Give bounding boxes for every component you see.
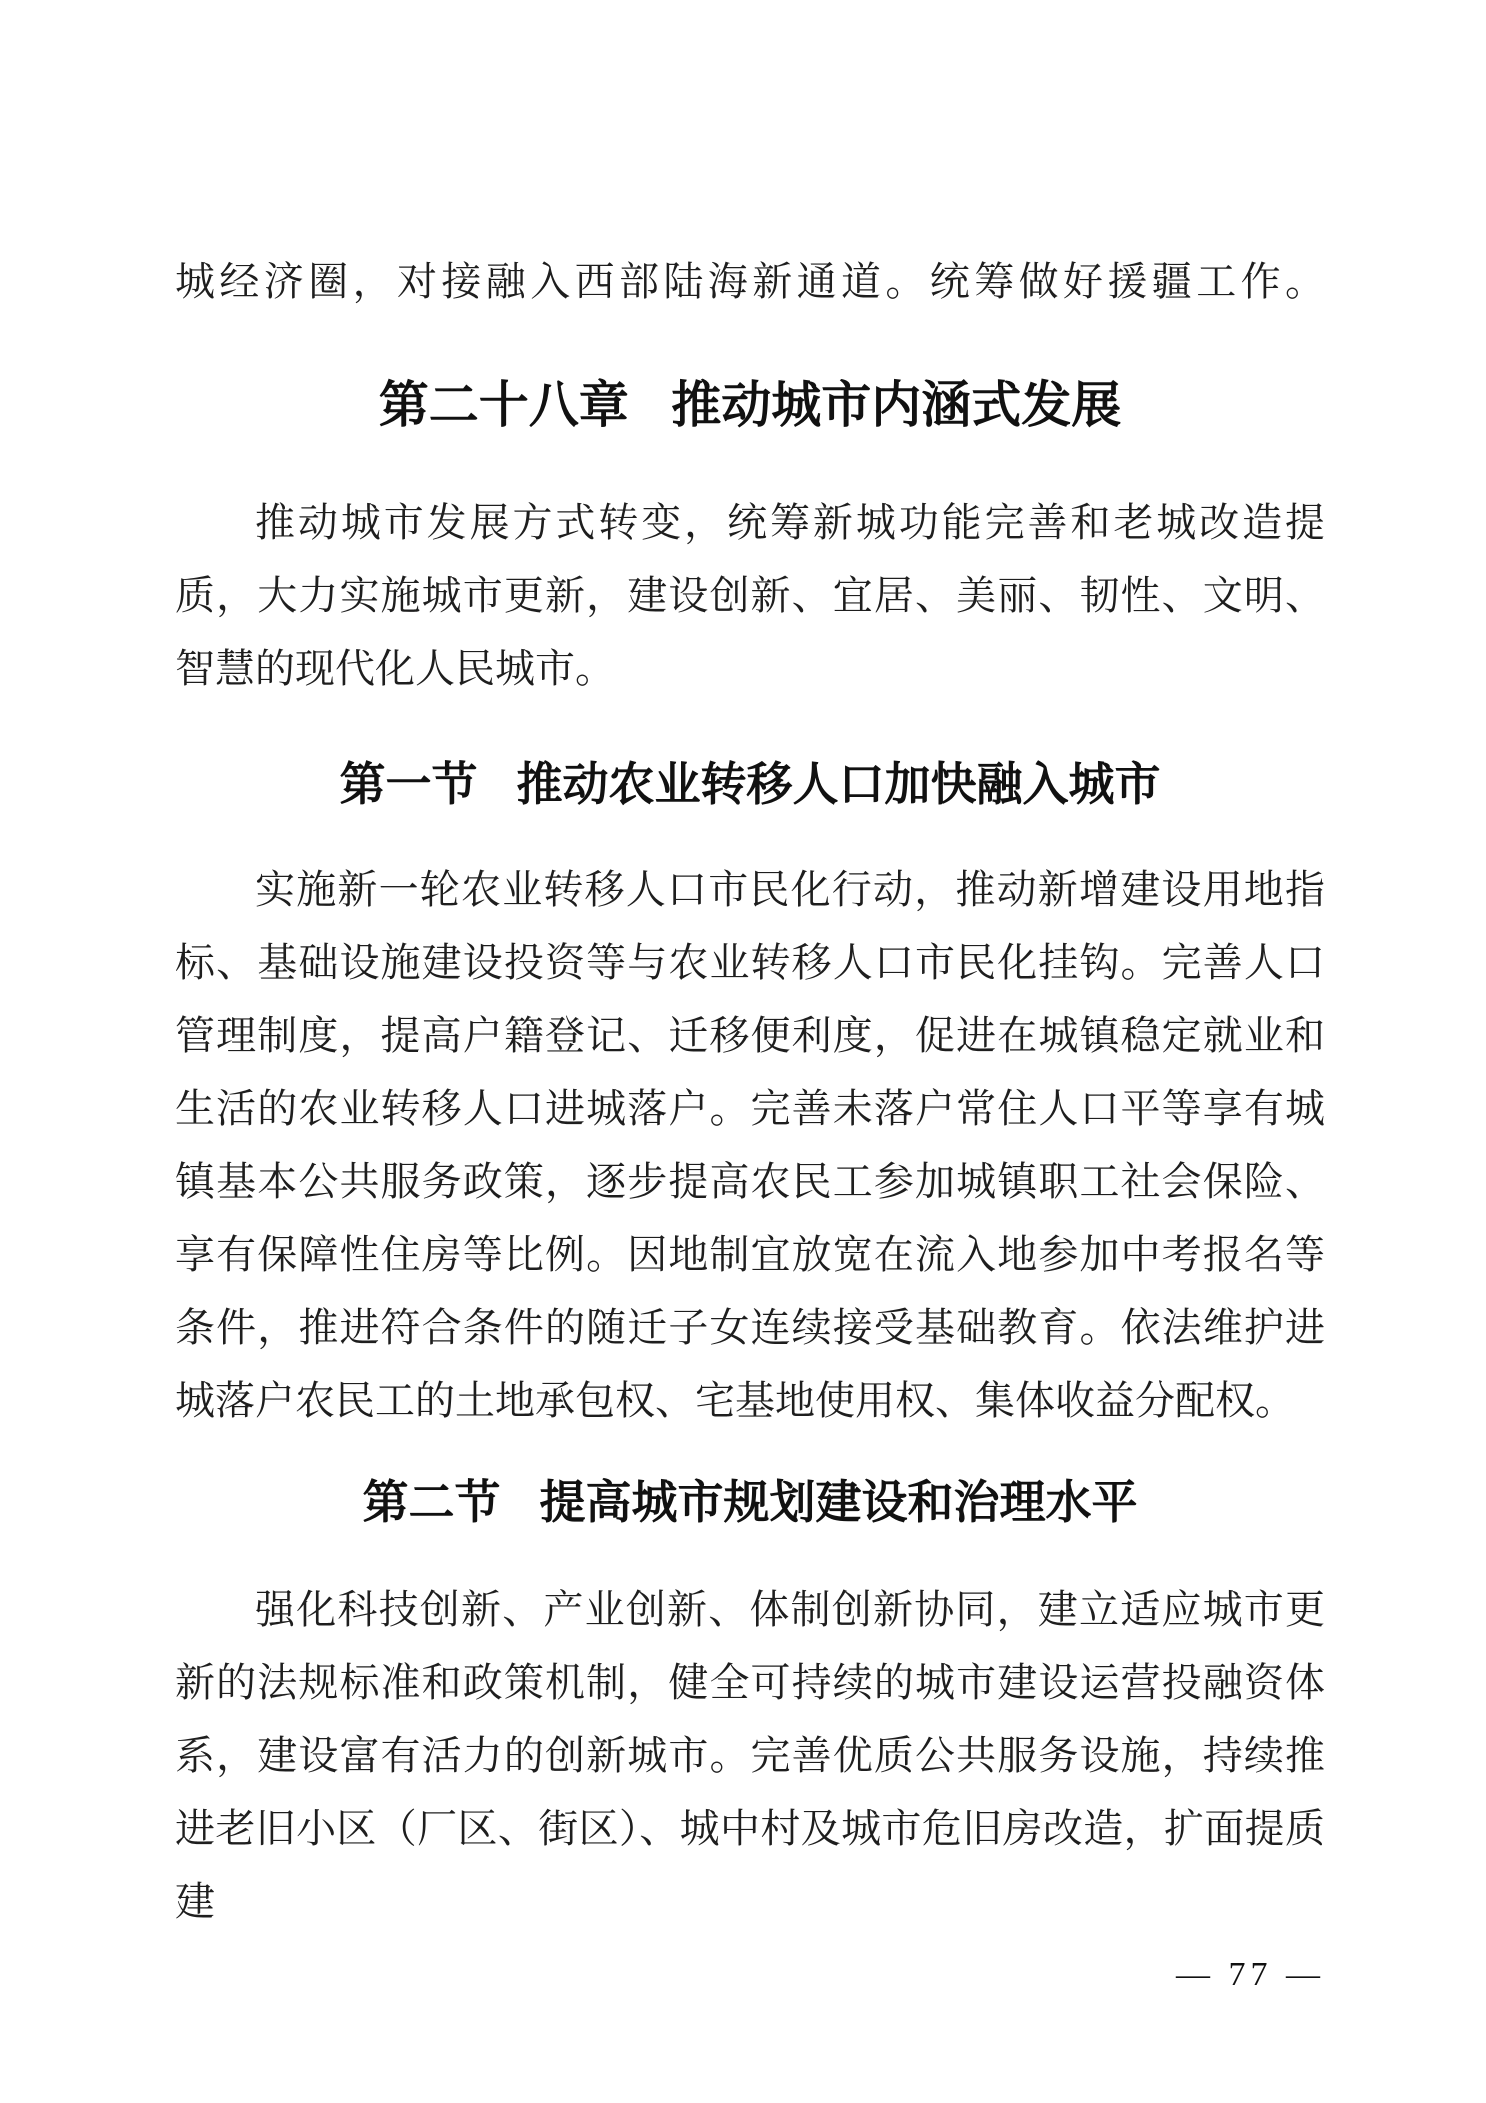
section-1-heading [175, 747, 1325, 823]
paragraph-continuation: 城经济圈，对接融入西部陆海新通道。统筹做好援疆工作。 [175, 259, 1325, 304]
section-2-title: 提高城市规划建设和治理水平 [539, 1477, 1138, 1528]
chapter-title: 推动城市内涵式发展 [671, 377, 1122, 433]
section-1-body-paragraph: 实施新一轮农业转移人口市民化行动，推动新增建设用地指标、基础设施建设投资等与农业转移人口市民化挂钩。完善人口管理制度，提高户籍登记、迁移便利度，促进在城镇稳定就业和生活的农业转移人口进城落户。完善未落户常住人口平等享有城镇基本公共服务政策，逐步提高农民工参加城镇职工社会保险、享有保障性住房等比例。因地制宜放宽在流入地参加中考报名等条件，推进符合条件的随迁子女连续接受基础教育。依法维护进城落户农民工的土地承包权、宅基地使用权、集体收益分配权。 [175, 867, 1325, 1423]
chapter-label: 第二十八章 [378, 377, 629, 433]
chapter-intro-paragraph: 推动城市发展方式转变，统筹新城功能完善和老城改造提质，大力实施城市更新，建设创新、宜居、美丽、韧性、文明、智慧的现代化人民城市。 [175, 500, 1325, 691]
section-2-label: 第二节 [362, 1477, 501, 1528]
section-2-body-paragraph: 强化科技创新、产业创新、体制创新协同，建立适应城市更新的法规标准和政策机制，健全可持续的城市建设运营投融资体系，建设富有活力的创新城市。完善优质公共服务设施，持续推进老旧小区（厂区、街区）、城中村及城市危旧房改造，扩面提质建 [175, 1587, 1325, 1924]
section-1-title: 推动农业转移人口加快融入城市 [516, 759, 1161, 810]
chapter-heading [175, 364, 1325, 446]
section-1-label: 第一节 [339, 759, 478, 810]
page-number: — 77 — [1176, 1956, 1325, 1993]
section-2-heading [175, 1465, 1325, 1541]
